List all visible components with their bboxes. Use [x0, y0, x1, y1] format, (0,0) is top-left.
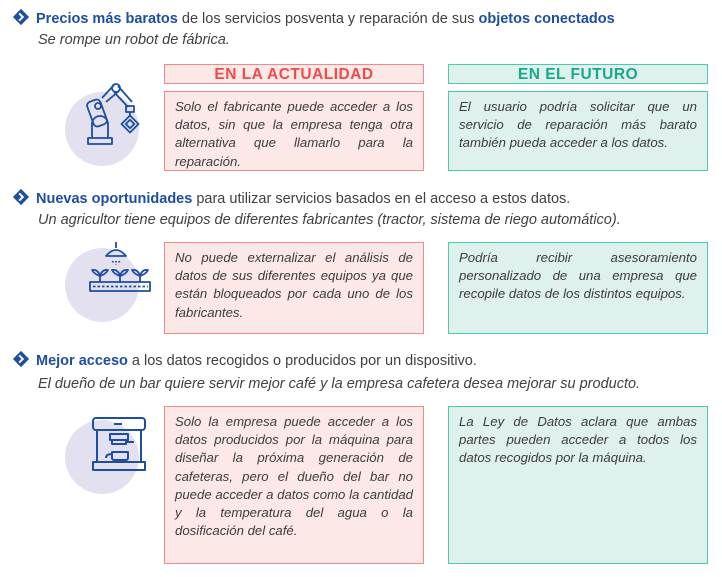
heading-bold-2: objetos conectados	[478, 11, 615, 27]
diamond-chevron-icon	[12, 188, 30, 206]
example-text: Se rompe un robot de fábrica.	[38, 32, 230, 48]
heading-text: a los datos recogidos o producidos por un dispositivo.	[127, 353, 477, 369]
heading-text: de los servicios posventa y reparación de sus	[177, 11, 479, 27]
irrigated-plants-icon	[86, 240, 156, 294]
coffee-machine-icon	[90, 414, 148, 474]
column-header-future: EN EL FUTURO	[448, 64, 708, 84]
now-box: Solo la empresa puede acceder a los datos producidos por la máquina para diseñar la próxima generación de cafeteras, pero el dueño del bar no puede acceder a datos como la cantidad y la temperatura del agua o la dosificación del café.	[164, 406, 424, 564]
heading-bold: Precios más baratos	[36, 11, 178, 27]
heading-text: para utilizar servicios basados en el acceso a estos datos.	[192, 191, 571, 207]
heading-bold: Mejor acceso	[36, 353, 128, 369]
diamond-chevron-icon	[12, 8, 30, 26]
now-box: Solo el fabricante puede acceder a los datos, sin que la empresa tenga otra alternativa que llamarlo para la reparación.	[164, 91, 424, 171]
robot-arm-icon	[86, 80, 146, 146]
section-heading	[12, 350, 477, 370]
example-text: El dueño de un bar quiere servir mejor café y la empresa cafetera desea mejorar su producto.	[38, 376, 641, 392]
heading-bold: Nuevas oportunidades	[36, 191, 193, 207]
future-box: Podría recibir asesoramiento personalizado de una empresa que recopile datos de los distintos equipos.	[448, 242, 708, 334]
now-box: No puede externalizar el análisis de datos de sus diferentes equipos ya que están bloqueados por cada uno de los fabricantes.	[164, 242, 424, 334]
future-box: La Ley de Datos aclara que ambas partes pueden acceder a todos los datos recogidos por la máquina.	[448, 406, 708, 564]
section-heading	[12, 8, 615, 28]
example-text: Un agricultor tiene equipos de diferentes fabricantes (tractor, sistema de riego automático).	[38, 212, 621, 228]
future-box: El usuario podría solicitar que un servicio de reparación más barato también pueda acceder a los datos.	[448, 91, 708, 171]
column-header-now: EN LA ACTUALIDAD	[164, 64, 424, 84]
diamond-chevron-icon	[12, 350, 30, 368]
section-heading	[12, 188, 570, 208]
